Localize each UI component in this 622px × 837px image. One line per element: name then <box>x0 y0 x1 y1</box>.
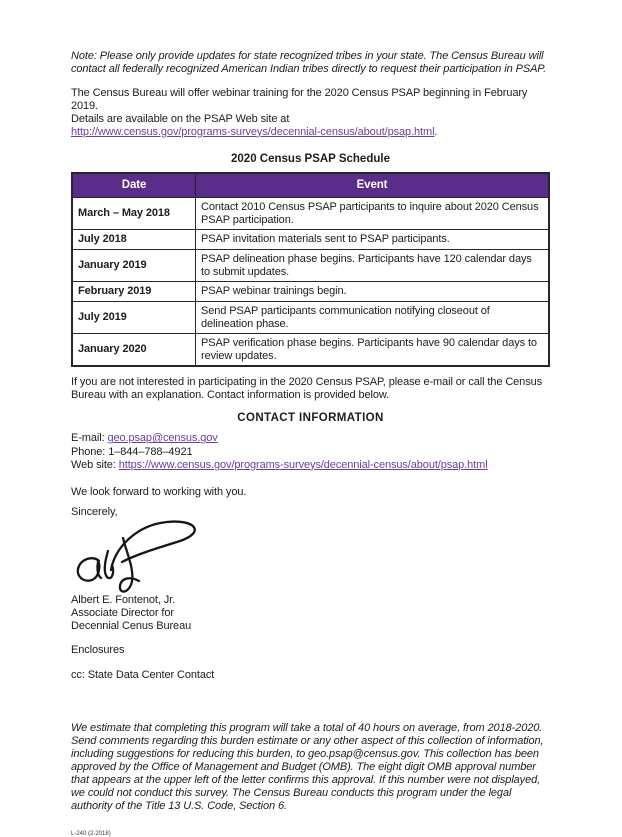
intro-period: . <box>434 125 438 138</box>
table-row <box>72 249 549 281</box>
date-cell: July 2019 <box>72 301 196 333</box>
email-link[interactable]: geo.psap@census.gov <box>107 432 218 445</box>
form-number: L-240 (2-2018) <box>71 831 111 837</box>
email-label: E-mail: <box>71 432 108 445</box>
optout-paragraph: If you are not interested in participating in the 2020 Census PSAP, please e-mail or call the Census Bureau with an explanation. Contact information is provided below. <box>71 376 543 402</box>
table-row <box>72 301 549 333</box>
signer-block <box>71 594 550 633</box>
contact-block <box>71 432 550 472</box>
event-cell: PSAP verification phase begins. Participants have 90 calendar days to review updates. <box>196 334 550 367</box>
signer-name: Albert E. Fontenot, Jr. <box>71 593 176 606</box>
intro-paragraph <box>71 87 550 139</box>
sincerely-line: Sincerely, <box>71 505 118 518</box>
enclosures-line: Enclosures <box>71 644 125 657</box>
date-cell: March – May 2018 <box>72 198 196 230</box>
schedule-table <box>71 172 550 368</box>
phone-label: Phone: <box>71 445 109 458</box>
event-cell: PSAP invitation materials sent to PSAP participants. <box>196 230 550 250</box>
date-cell: January 2020 <box>72 334 196 367</box>
table-row <box>72 230 549 250</box>
intro-line1: The Census Bureau will offer webinar training for the 2020 Census PSAP beginning in February 2019. <box>71 86 528 112</box>
signer-title-line2: Decennial Cenus Bureau <box>71 619 192 632</box>
phone-number: 1–844–788–4921 <box>108 445 193 458</box>
website-link[interactable]: https://www.census.gov/programs-surveys/decennial-census/about/psap.html <box>118 458 488 471</box>
date-cell: February 2019 <box>72 282 196 302</box>
burden-paragraph: We estimate that completing this program will take a total of 40 hours on average, from 2018-2020. Send comments regarding this burden estimate or any other aspect of this collection of information, including suggestions for reducing this burden, to geo.psap@census.gov. This collection has been approved by the Office of Management and Budget (OMB). The eight digit OMB approval number that appears at the upper left of the letter confirms this approval. If this number were not displayed, we could not conduct this survey. The Census Bureau conducts this program under the legal authority of the Title 13 U.S. Code, Section 6. <box>71 722 544 813</box>
date-cell: January 2019 <box>72 249 196 281</box>
website-line <box>71 459 550 472</box>
table-row <box>72 334 549 367</box>
intro-line2: Details are available on the PSAP Web site at <box>71 112 290 125</box>
cc-line: cc: State Data Center Contact <box>71 669 215 682</box>
website-label: Web site: <box>71 458 119 471</box>
signer-title-line1: Associate Director for <box>71 606 174 619</box>
psap-url-link[interactable]: http://www.census.gov/programs-surveys/decennial-census/about/psap.html <box>71 125 435 138</box>
event-cell: Send PSAP participants communication notifying closeout of delineation phase. <box>196 301 550 333</box>
date-column-header: Date <box>72 173 196 198</box>
event-cell: PSAP delineation phase begins. Participants have 120 calendar days to submit updates. <box>196 249 550 281</box>
date-cell: July 2018 <box>72 230 196 250</box>
table-row <box>72 282 549 302</box>
note-paragraph: Note: Please only provide updates for state recognized tribes in your state. The Census Bureau will contact all federally recognized American Indian tribes directly to request their participation in PSAP. <box>71 50 547 75</box>
contact-heading: CONTACT INFORMATION <box>237 412 384 425</box>
schedule-title: 2020 Census PSAP Schedule <box>231 152 390 165</box>
signature-image <box>67 516 227 596</box>
event-cell: Contact 2010 Census PSAP participants to inquire about 2020 Census PSAP participation. <box>196 198 550 230</box>
schedule-header-row <box>72 173 549 198</box>
event-column-header: Event <box>196 173 550 198</box>
look-forward-line: We look forward to working with you. <box>71 485 247 498</box>
email-line <box>71 432 550 445</box>
event-cell: PSAP webinar trainings begin. <box>196 282 550 302</box>
table-row <box>72 198 549 230</box>
phone-line <box>71 446 550 459</box>
